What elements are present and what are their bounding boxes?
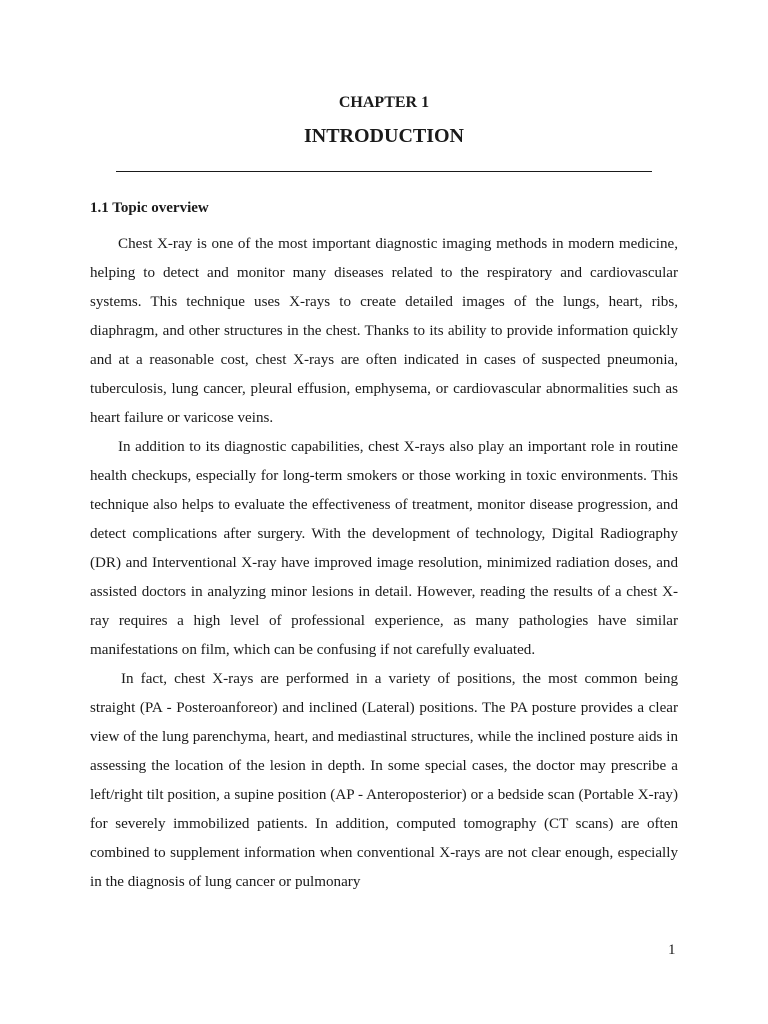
- paragraph-3: In fact, chest X-rays are performed in a variety of positions, the most common being straight (PA - Posteroanforeor) and inclined (Lateral) positions. The PA posture provides a clear view of the lung parenchyma, heart, and mediastinal structures, while the inclined posture aids in assessing the location of the lesion in depth. In some special cases, the doctor may prescribe a left/right tilt position, a supine position (AP - Anteroposterior) or a bedside scan (Portable X-ray) for severely immobilized patients. In addition, computed tomography (CT scans) are often combined to supplement information when conventional X-rays are not clear enough, especially in the diagnosis of lung cancer or pulmonary: [90, 671, 678, 890]
- paragraph-2: In addition to its diagnostic capabilities, chest X-rays also play an important role in routine health checkups, especially for long-term smokers or those working in toxic environments. This technique also helps to evaluate the effectiveness of treatment, monitor disease progression, and detect complications after surgery. With the development of technology, Digital Radiography (DR) and Interventional X-ray have improved image resolution, minimized radiation doses, and assisted doctors in analyzing minor lesions in detail. However, reading the results of a chest X-ray requires a high level of professional experience, as many pathologies have similar manifestations on film, which can be confusing if not carefully evaluated.: [90, 439, 678, 658]
- body-text: [90, 230, 678, 897]
- paragraph-1: Chest X-ray is one of the most important diagnostic imaging methods in modern medicine, helping to detect and monitor many diseases related to the respiratory and cardiovascular systems. This technique uses X-rays to create detailed images of the lungs, heart, ribs, diaphragm, and other structures in the chest. Thanks to its ability to provide information quickly and at a reasonable cost, chest X-rays are often indicated in cases of suspected pneumonia, tuberculosis, lung cancer, pleural effusion, emphysema, or cardiovascular abnormalities such as heart failure or varicose veins.: [90, 236, 678, 426]
- page-number: 1: [668, 942, 676, 958]
- section-heading: 1.1 Topic overview: [90, 200, 209, 216]
- chapter-title: INTRODUCTION: [303, 125, 465, 147]
- chapter-label: CHAPTER 1: [338, 94, 430, 111]
- title-divider: [116, 171, 652, 172]
